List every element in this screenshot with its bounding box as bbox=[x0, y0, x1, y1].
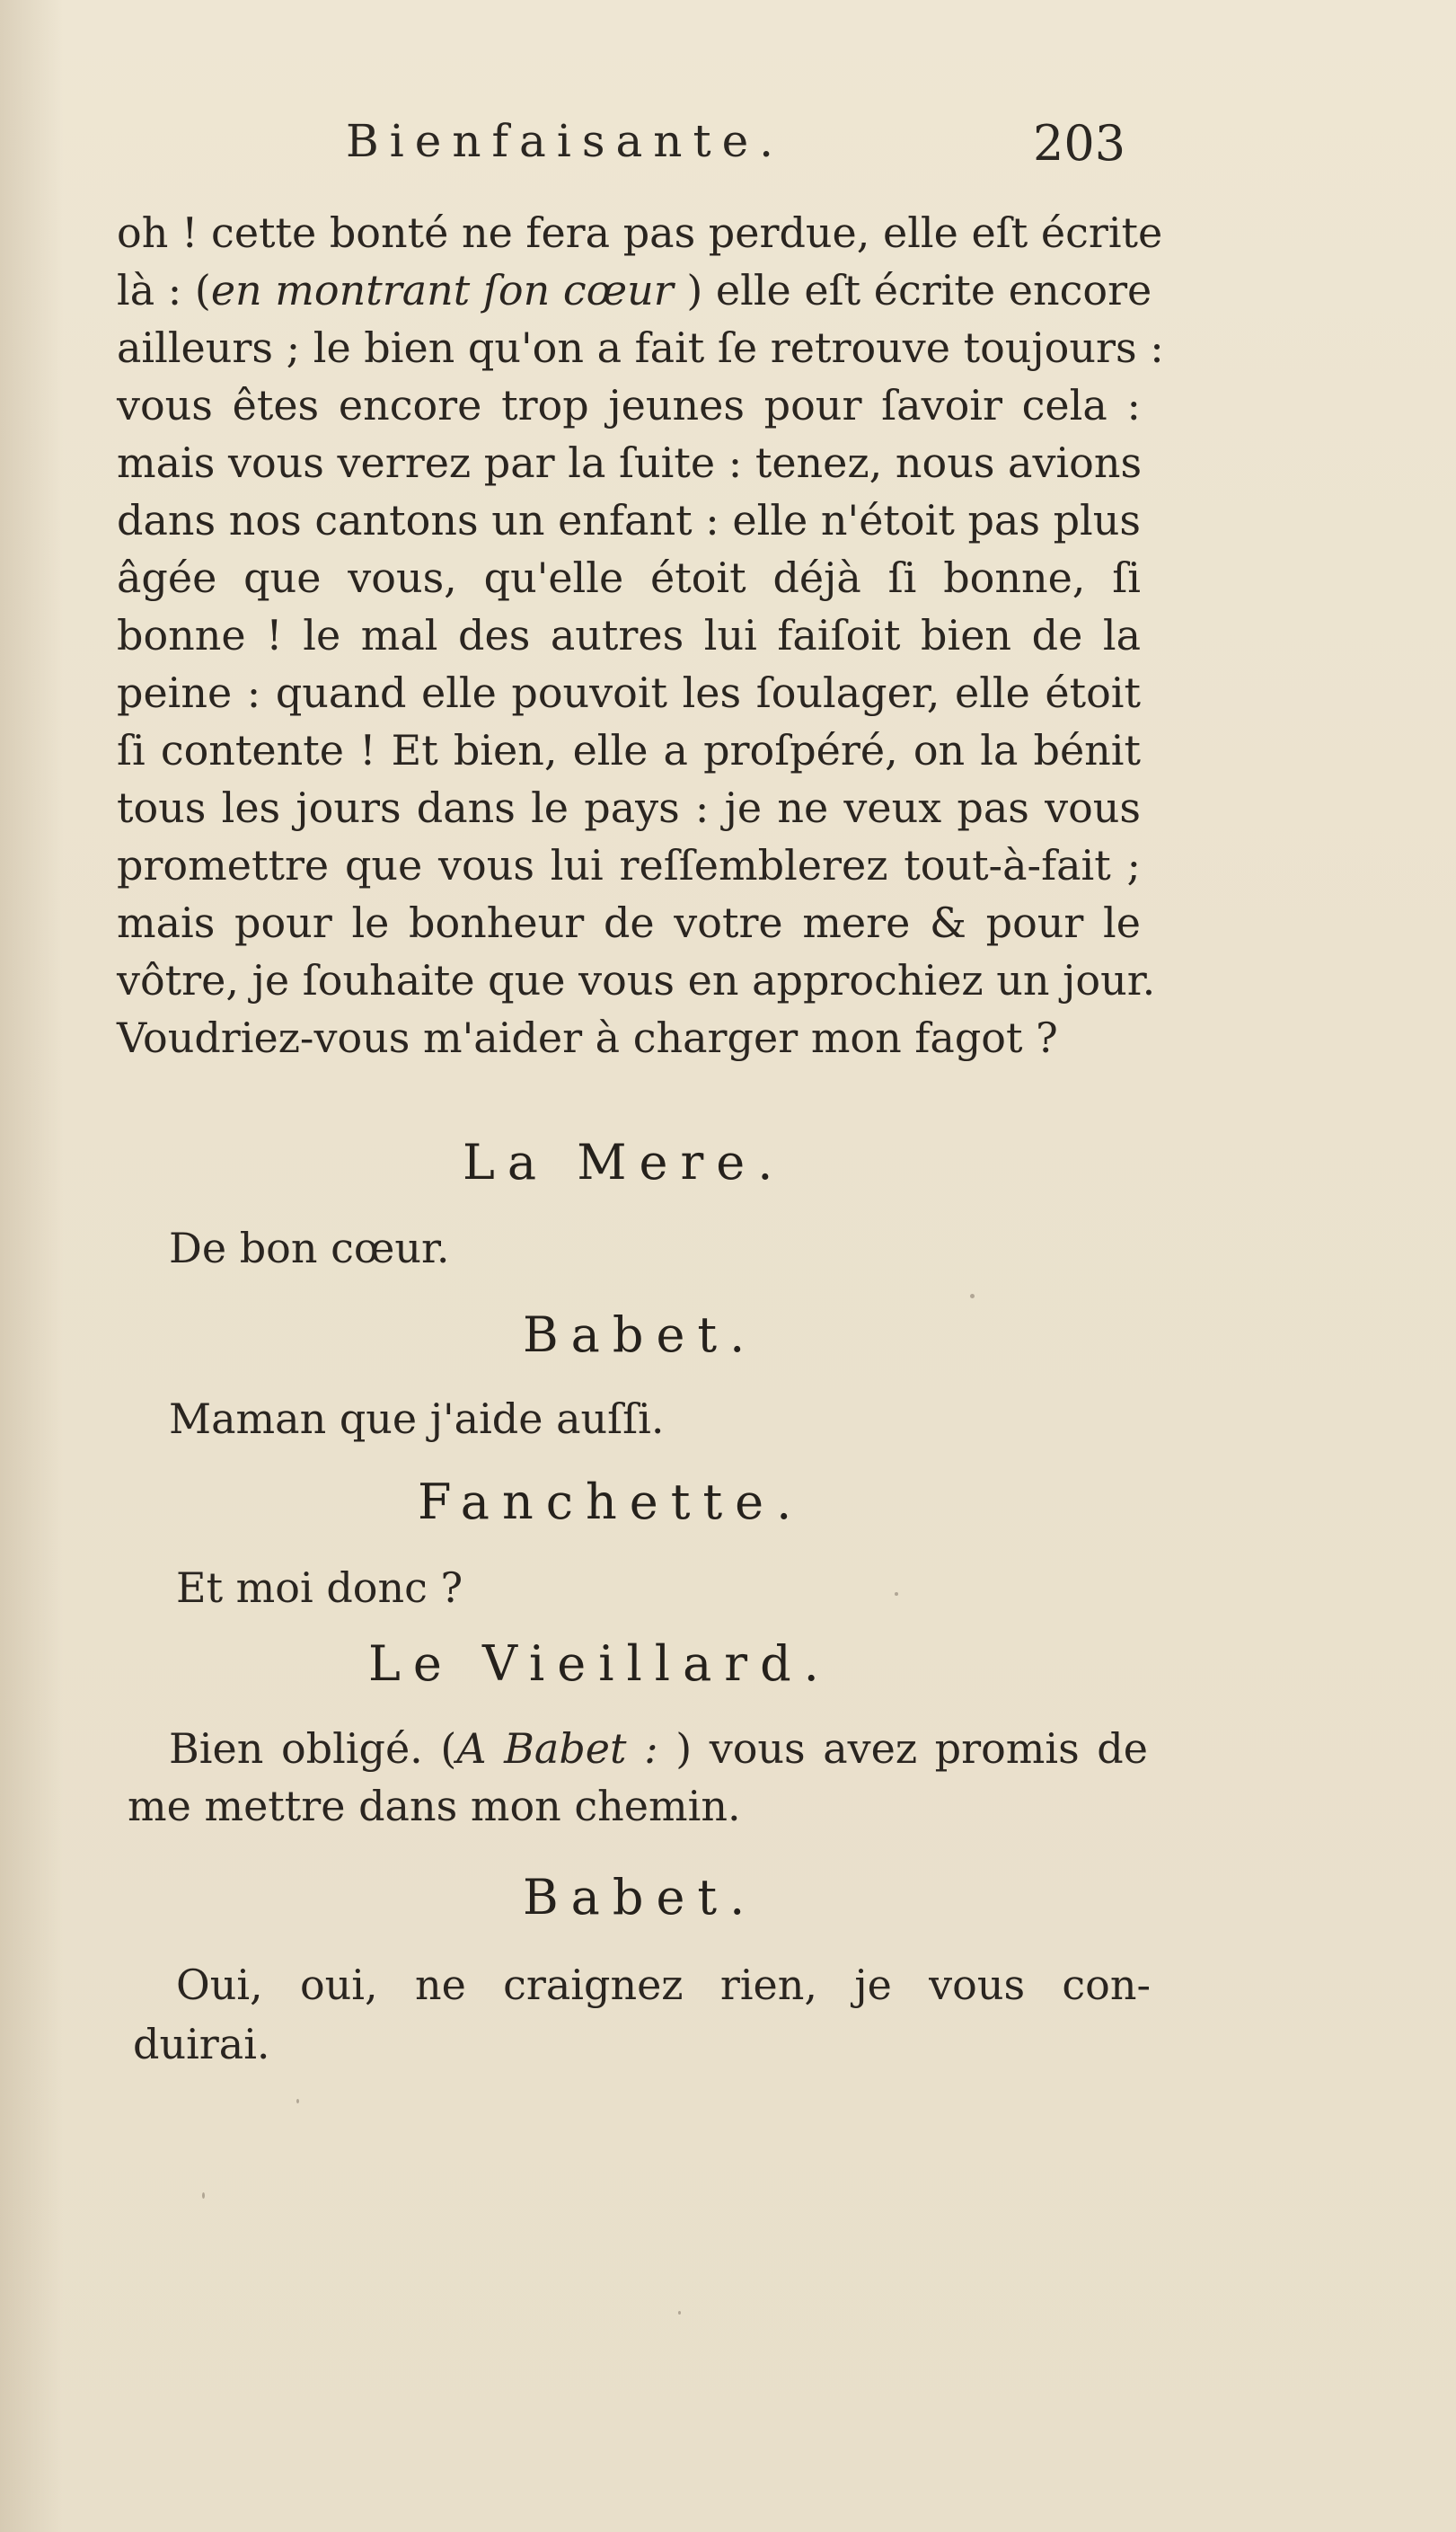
speech-line: Oui, oui, ne craignez rien, je vous con- bbox=[176, 1961, 1151, 2009]
text-line: mais vous verrez par la ſuite : tenez, nous avions bbox=[117, 438, 1143, 487]
text-line: dans nos cantons un enfant : elle n'étoit pas plus bbox=[117, 496, 1141, 544]
paper-speck bbox=[678, 2311, 681, 2315]
text-segment: là : ( bbox=[117, 266, 211, 314]
page-number: 203 bbox=[1033, 115, 1126, 172]
text-line: mais pour le bonheur de votre mere & pour le bbox=[117, 899, 1141, 947]
text-line: tous les jours dans le pays : je ne veux pas vous bbox=[117, 784, 1141, 832]
speaker-name: La Mere. bbox=[463, 1134, 786, 1191]
paper-speck bbox=[895, 1592, 898, 1596]
text-line: ailleurs ; le bien qu'on a fait ſe retrouve toujours : bbox=[117, 323, 1164, 372]
speaker-name: Babet. bbox=[523, 1306, 758, 1363]
text-line: peine : quand elle pouvoit les ſoulager, elle étoit bbox=[117, 668, 1141, 717]
text-segment: ) vous avez promis de bbox=[675, 1724, 1148, 1773]
text-segment: ) elle eſt écrite encore bbox=[686, 266, 1152, 314]
spine-shadow bbox=[0, 0, 63, 2532]
stage-direction: A Babet : bbox=[456, 1724, 658, 1773]
speech-line: De bon cœur. bbox=[169, 1224, 450, 1272]
speech-line bbox=[169, 1721, 1148, 1776]
text-line: âgée que vous, qu'elle étoit déjà ſi bonne, ſi bbox=[117, 553, 1141, 602]
text-line: ſi contente ! Et bien, elle a proſpéré, on la bénit bbox=[117, 726, 1141, 775]
speech-line: Et moi donc ? bbox=[176, 1563, 463, 1612]
paper-speck bbox=[202, 2192, 205, 2199]
text-line: promettre que vous lui reſſemblerez tout-à-fait ; bbox=[117, 841, 1141, 890]
text-line: bonne ! le mal des autres lui faiſoit bien de la bbox=[117, 611, 1141, 660]
speech-line: duirai. bbox=[133, 2020, 270, 2068]
text-line: oh ! cette bonté ne fera pas perdue, elle eſt écrite bbox=[117, 208, 1163, 257]
running-title: Bienfaisante. bbox=[346, 115, 785, 167]
speech-line: me mettre dans mon chemin. bbox=[128, 1782, 741, 1830]
paper-speck bbox=[296, 2099, 299, 2103]
paper-speck bbox=[970, 1294, 975, 1298]
text-line bbox=[117, 262, 1152, 318]
stage-direction: en montrant ſon cœur bbox=[210, 266, 674, 314]
speaker-name: Babet. bbox=[523, 1869, 758, 1926]
speech-line: Maman que j'aide auſſi. bbox=[169, 1394, 665, 1443]
text-line: vôtre, je ſouhaite que vous en approchiez un jour. bbox=[117, 956, 1156, 1005]
speaker-name: Le Vieillard. bbox=[368, 1635, 832, 1692]
speaker-name: Fanchette. bbox=[418, 1474, 805, 1530]
text-segment: Bien obligé. ( bbox=[169, 1724, 457, 1773]
text-line: vous êtes encore trop jeunes pour ſavoir cela : bbox=[117, 381, 1141, 429]
text-line: Voudriez-vous m'aider à charger mon fagot ? bbox=[117, 1014, 1058, 1062]
